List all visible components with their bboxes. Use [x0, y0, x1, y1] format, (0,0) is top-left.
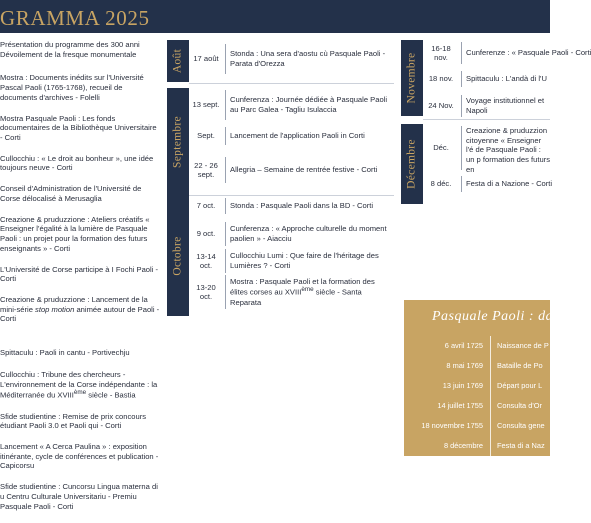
table-row: 8 décembre Festa di a Naz	[410, 436, 560, 456]
event-description: Cullocchiu Lumi : Que faire de l'héritage des Lumières ? - Corti	[230, 251, 379, 270]
month-label-septembre: Septembre	[167, 88, 189, 196]
divider	[225, 90, 226, 120]
key-dates-panel	[404, 300, 558, 456]
divider	[225, 222, 226, 246]
table-row	[191, 222, 391, 246]
divider	[225, 44, 226, 74]
event-date: 13-20 oct.	[196, 282, 216, 301]
event-description: Allegria – Semaine de rentrée festive - Corti	[230, 165, 378, 175]
table-row	[191, 127, 391, 145]
list-item: Cullocchiu : Tribune des chercheurs - L'environnement de la Corse indépendante : la Méditerranée du XVIIIème siècle - Bastia	[0, 369, 158, 400]
list-item: Spittaculu : Paoli in cantu - Portivechju	[0, 348, 130, 358]
table-row	[191, 249, 391, 273]
event-description: Stonda : Una sera d'aostu cù Pasquale Paoli - Parata d'Orezza	[230, 49, 386, 68]
event-description: Cunferenze : « Pasquale Paoli - Corti	[466, 48, 591, 58]
event-date: Déc.	[433, 143, 449, 153]
divider	[461, 42, 462, 64]
event-date: 13 sept.	[192, 100, 220, 110]
table-row	[425, 95, 550, 117]
divider	[461, 126, 462, 170]
table-row	[425, 71, 550, 87]
event-description: Cunferenza : Journée dédiée à Pasquale Paoli au Parc Galea - Tagliu Isulaccia	[230, 95, 388, 114]
event-date: 9 oct.	[196, 229, 216, 239]
table-row	[191, 198, 391, 214]
header-bar	[0, 0, 550, 33]
list-item: Conseil d'Administration de l'Université de Corse délocalisé à Merusaglia	[0, 184, 142, 203]
table-row: 13 juin 1769 Départ pour L	[410, 376, 560, 396]
event-description: Festa di a Nazione - Corti	[466, 179, 553, 189]
table-row	[425, 176, 553, 192]
divider	[461, 95, 462, 117]
event-description: Voyage institutionnel et Napoli	[466, 96, 545, 115]
event-description: Mostra : Pasquale Paoli et la formation des élites corses au XVIIIème siècle - Santa Reparata	[230, 276, 375, 307]
table-row	[191, 275, 391, 309]
list-item: Sfide studientine : Remise de prix concours étudiant Paoli 3.0 et Paoli qui - Corti	[0, 411, 147, 431]
list-item: Creazione & pruduzzione : Lancement de la mini-série stop motion animée autour de Paoli - Corti	[0, 294, 160, 324]
separator	[423, 119, 550, 120]
separator	[189, 83, 394, 84]
divider	[225, 198, 226, 214]
event-date: 16-18 nov.	[431, 43, 451, 62]
month-label-aout: Août	[167, 40, 189, 82]
list-item: Présentation du programme des 300 anni Dévoilement de la fresque monumentale	[0, 40, 140, 59]
event-date: 7 oct.	[196, 201, 216, 211]
table-row: 8 mai 1769 Bataille de Po	[410, 356, 560, 376]
divider	[225, 249, 226, 273]
page-title: GRAMMA 2025	[0, 6, 150, 30]
event-description: Stonda : Pasquale Paoli dans la BD - Corti	[230, 201, 374, 211]
table-row	[425, 126, 550, 174]
event-description: Spittaculu : L'andà di l'U	[466, 74, 547, 84]
table-row	[425, 42, 591, 64]
event-description: Creazione & pruduzzion citoyenne « Enseigner l'é de Pasquale Paoli : un p formation des futurs en	[466, 126, 550, 174]
separator	[189, 195, 394, 196]
table-row	[191, 44, 391, 74]
event-date: Sept.	[197, 131, 215, 141]
divider	[225, 127, 226, 145]
list-item: Creazione & pruduzzione : Ateliers créatifs « Enseigner l'égalité à la lumière de Pasquale Paoli : un projet pour la formation des futurs enseignants » - Corti	[0, 214, 150, 253]
list-item: Sfide studientine : Cuncorsu Lingua materna di u Centru Culturale Universitariu - Premiu Pasquale Paoli - Corti	[0, 482, 158, 511]
left-event-list	[0, 40, 160, 523]
list-item: Mostra : Documents inédits sur l'Université Pascal Paoli (1765-1768), recueil de documents d'archives - Folelli	[0, 73, 144, 102]
key-dates-table	[410, 336, 560, 456]
event-description: Cunferenza : « Approche culturelle du moment paolien » - Aiacciu	[230, 224, 387, 243]
table-row	[191, 90, 391, 120]
divider	[461, 176, 462, 192]
event-date: 24 Nov.	[428, 101, 454, 111]
list-item: Cullocchiu : « Le droit au bonheur », une idée toujours neuve - Corti	[0, 153, 154, 173]
month-label-novembre: Novembre	[401, 40, 423, 116]
key-dates-title: Pasquale Paoli : dat	[432, 309, 558, 324]
event-date: 22 - 26 sept.	[194, 160, 218, 179]
divider	[225, 275, 226, 309]
month-label-decembre: Décembre	[401, 124, 423, 204]
event-date: 18 nov.	[428, 74, 454, 84]
list-item: Mostra Pasquale Paoli : Les fonds documentaires de la Bibliothèque Universitaire - Corti	[0, 113, 157, 143]
divider	[461, 71, 462, 87]
table-row	[191, 157, 391, 183]
event-description: Lancement de l'application Paoli in Corti	[230, 131, 365, 141]
event-date: 17 août	[193, 54, 219, 64]
event-date: 13-14 oct.	[196, 251, 216, 270]
list-item: Lancement « A Cerca Paulina » : exposition itinérante, cycle de conférences et publication - Capicorsu	[0, 441, 159, 471]
list-item: L'Université de Corse participe à I Fochi Paoli - Corti	[0, 264, 159, 284]
table-row: 18 novembre 1755 Consulta gene	[410, 416, 560, 436]
table-row: 6 avril 1725 Naissance de P	[410, 336, 560, 356]
table-row: 14 juillet 1755 Consulta d'Or	[410, 396, 560, 416]
month-label-octobre: Octobre	[167, 196, 189, 316]
event-date: 8 déc.	[430, 179, 452, 189]
divider	[225, 157, 226, 183]
